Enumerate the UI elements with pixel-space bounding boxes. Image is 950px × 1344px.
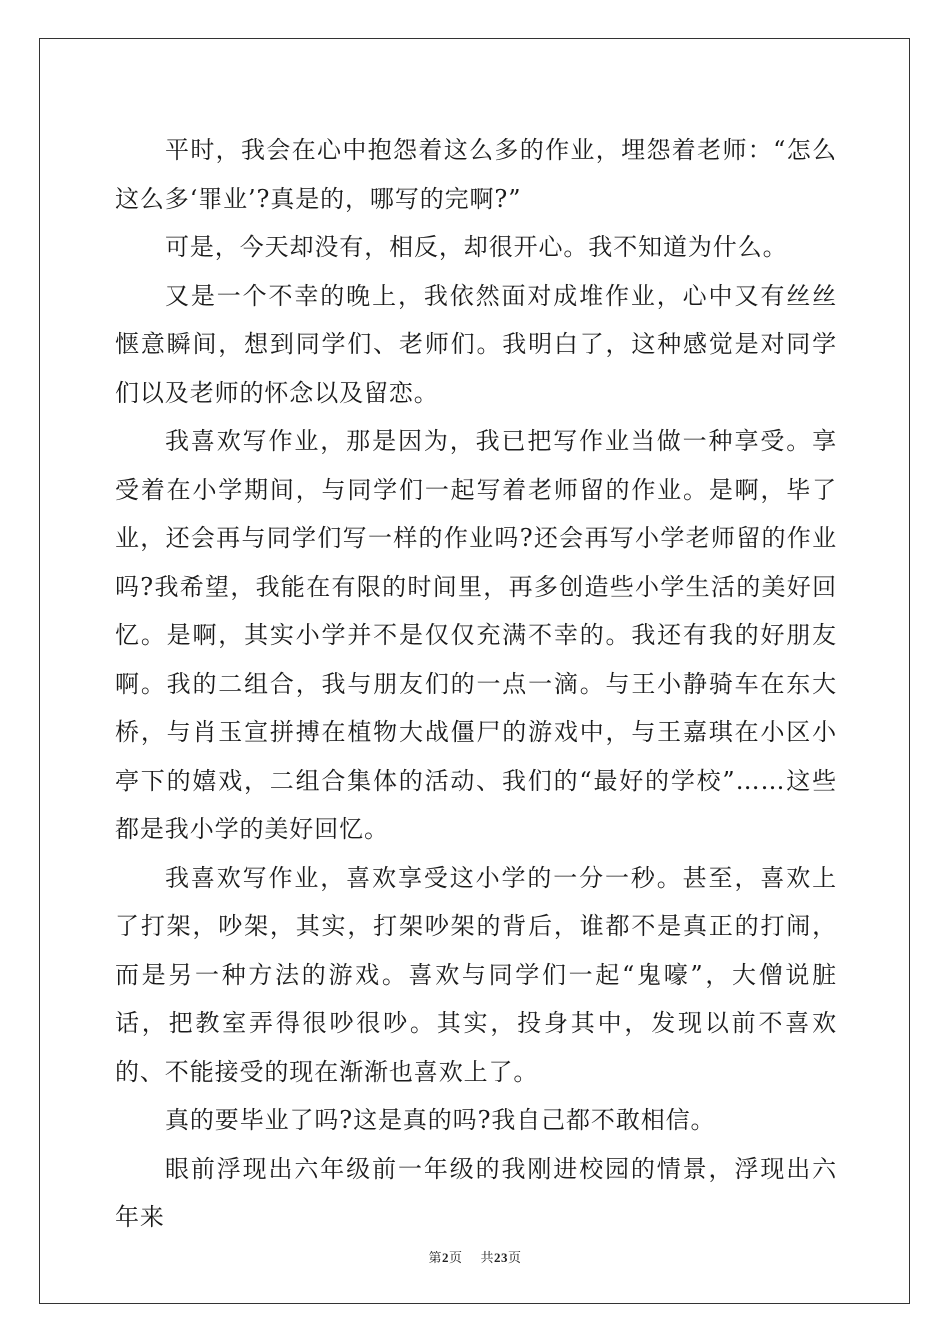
page-prefix: 第: [428, 1251, 442, 1266]
paragraph-2: 可是，今天却没有，相反，却很开心。我不知道为什么。: [165, 233, 788, 261]
paragraph-1: 平时，我会在心中抱怨着这么多的作业，埋怨着老师：“怎么这么多‘罪业’?真是的，哪写的完啊?”: [115, 136, 837, 213]
total-prefix: 共: [480, 1251, 495, 1266]
paragraph-7: 眼前浮现出六年级前一年级的我刚进校园的情景，浮现出六年来: [115, 1154, 837, 1231]
document-body: [115, 126, 837, 1242]
paragraph-3: 又是一个不幸的晚上，我依然面对成堆作业，心中又有丝丝惬意瞬间，想到同学们、老师们。我明白了，这种感觉是对同学们以及老师的怀念以及留恋。: [115, 281, 837, 407]
paragraph-4: 我喜欢写作业，那是因为，我已把写作业当做一种享受。享受着在小学期间，与同学们一起写着老师留的作业。是啊，毕了业，还会再与同学们写一样的作业吗?还会再写小学老师留的作业吗?我希望，我能在有限的时间里，再多创造些小学生活的美好回忆。是啊，其实小学并不是仅仅充满不幸的。我还有我的好朋友啊。我的二组合，我与朋友们的一点一滴。与王小静骑车在东大桥，与肖玉宣拼搏在植物大战僵尸的游戏中，与王嘉琪在小区小亭下的嬉戏，二组合集体的活动、我们的“最好的学校”……这些都是我小学的美好回忆。: [115, 427, 837, 843]
page-unit: 页: [448, 1251, 463, 1266]
total-unit: 页: [508, 1251, 522, 1266]
paragraph-6: 真的要毕业了吗?这是真的吗?我自己都不敢相信。: [165, 1106, 716, 1134]
page-total: 23: [494, 1250, 509, 1265]
paragraph-5: 我喜欢写作业，喜欢享受这小学的一分一秒。甚至，喜欢上了打架，吵架，其实，打架吵架的背后，谁都不是真正的打闹，而是另一种方法的游戏。喜欢与同学们一起“鬼嚎”，大僧说脏话，把教室弄得很吵很吵。其实，投身其中，发现以前不喜欢的、不能接受的现在渐渐也喜欢上了。: [115, 863, 837, 1086]
page-footer: [0, 1247, 950, 1266]
page-current: 2: [441, 1250, 449, 1265]
